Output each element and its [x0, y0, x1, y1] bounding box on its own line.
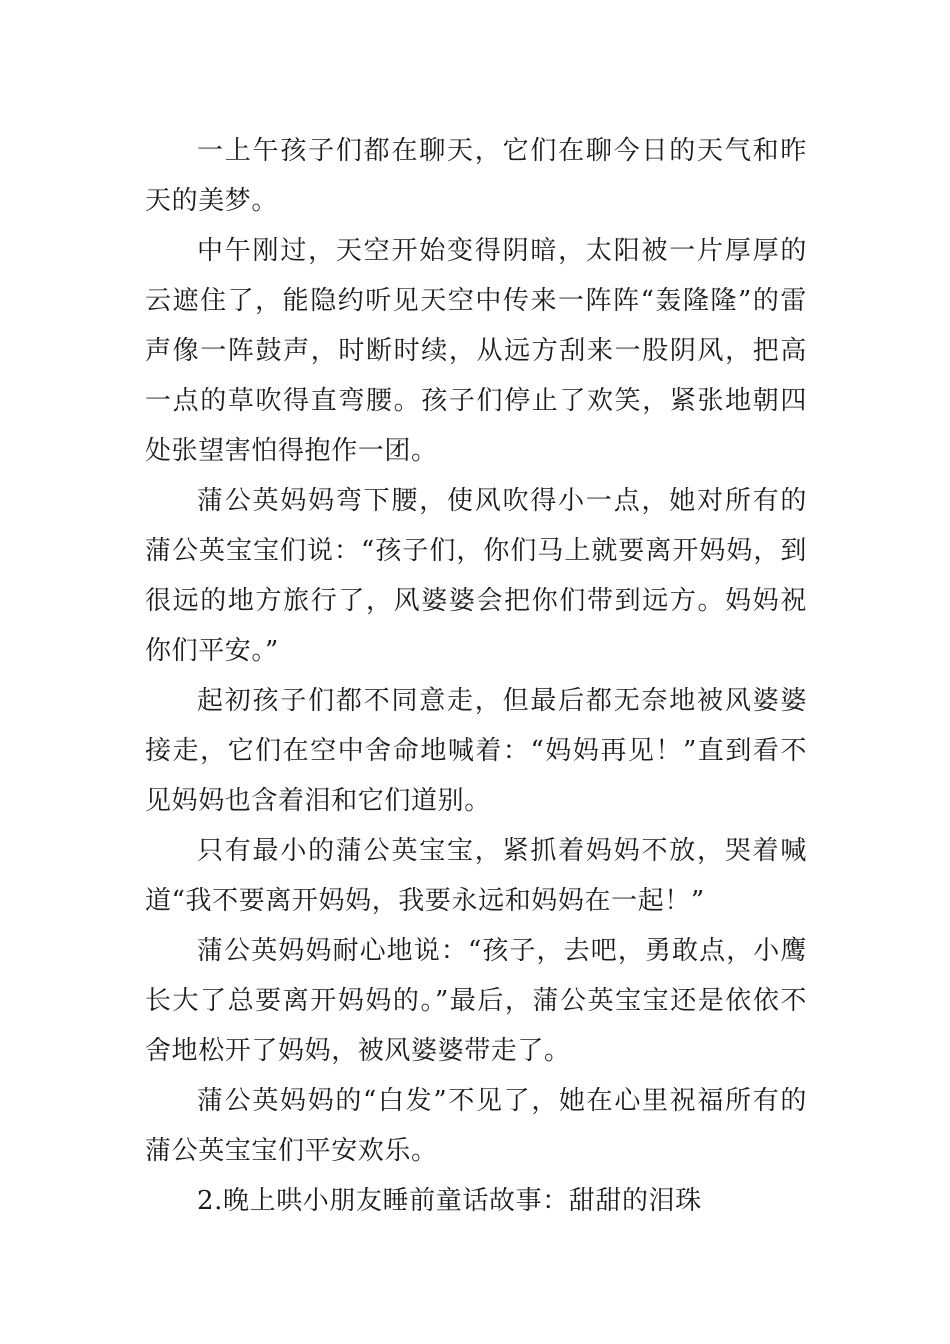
section-heading: 2.晚上哄小朋友睡前童话故事：甜甜的泪珠 [197, 1186, 702, 1216]
paragraph: 蒲公英妈妈耐心地说：“孩子，去吧，勇敢点，小鹰长大了总要离开妈妈的。”最后，蒲公英宝宝还是依依不舍地松开了妈妈，被风婆婆带走了。 [145, 936, 807, 1066]
paragraph: 起初孩子们都不同意走，但最后都无奈地被风婆婆接走，它们在空中舍命地喊着：“妈妈再见！”直到看不见妈妈也含着泪和它们道别。 [145, 686, 807, 816]
paragraph: 只有最小的蒲公英宝宝，紧抓着妈妈不放，哭着喊道“我不要离开妈妈，我要永远和妈妈在一起！” [145, 836, 807, 916]
paragraph: 中午刚过，天空开始变得阴暗，太阳被一片厚厚的云遮住了，能隐约听见天空中传来一阵阵“轰隆隆”的雷声像一阵鼓声，时断时续，从远方刮来一股阴风，把高一点的草吹得直弯腰。孩子们停止了欢笑，紧张地朝四处张望害怕得抱作一团。 [145, 236, 807, 466]
paragraph: 蒲公英妈妈的“白发”不见了，她在心里祝福所有的蒲公英宝宝们平安欢乐。 [145, 1086, 807, 1166]
paragraph: 一上午孩子们都在聊天，它们在聊今日的天气和昨天的美梦。 [145, 136, 807, 216]
document-body [145, 126, 807, 1226]
paragraph: 蒲公英妈妈弯下腰，使风吹得小一点，她对所有的蒲公英宝宝们说：“孩子们，你们马上就要离开妈妈，到很远的地方旅行了，风婆婆会把你们带到远方。妈妈祝你们平安。” [145, 486, 807, 666]
